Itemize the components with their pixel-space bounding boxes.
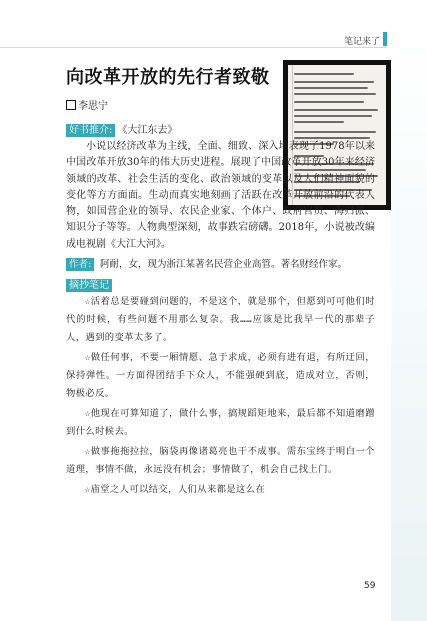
recommend-paragraph: 小说以经济改革为主线，全面、细致、深入地表现了1978年以来中国改革开放30年的伟大历史进程。展现了中国改革开放30年来经济领域的改革、社会生活的变化、政治领域的变革以及人们精神面貌的变化等方方面面。生动而真实地刻画了活跃在改革开放前沿的代表人物，如国营企业的领导、农民企业家、个体户、政府官员、海归派、知识分子等等。人物典型深刻，故事跌宕磅礴。2018年，小说被改编成电视剧《大江大河》。 <box>66 141 375 250</box>
page-edge-strip <box>391 34 427 621</box>
notes-heading-wrap <box>66 273 375 293</box>
header-rule <box>0 47 387 48</box>
handwriting-line <box>294 109 378 111</box>
author-intro <box>66 257 375 273</box>
article-title: 向改革开放的先行者致敬 <box>66 67 270 88</box>
note-item: ☆他现在可算知道了，做什么事，搞规蹈矩地来，最后都不知道磨蹭到什么时候去。 <box>66 408 375 438</box>
column-title: 笔记来了 <box>343 37 380 47</box>
handwriting-line <box>294 81 374 83</box>
note-item: ☆做事拖拖拉拉，脑袋再像诸葛亮也干不成事。需东宝终于明白一个道理，事情不做，永远没有机会；事情做了，机会自己找上门。 <box>66 446 375 476</box>
page-number: 59 <box>364 581 376 591</box>
book-title: 《大江东去》 <box>117 125 178 136</box>
handwriting-line <box>294 93 376 95</box>
recommend-label: 好书推介: <box>66 124 115 137</box>
handwriting-line <box>294 87 368 89</box>
note-item: ☆庙堂之人可以结交，人们从来都是这么在 <box>84 484 266 496</box>
handwriting-line <box>294 115 372 117</box>
note-item: ☆活着总是要碰到问题的，不是这个，就是那个，但愿到可可他们时代的时候，有些问题不用那么复杂。我……应该是比我早一代的那辈子人，遇到的变革太多了。 <box>66 296 375 344</box>
column-accent-bar <box>383 32 387 46</box>
author-intro-text: 阿耐，女，现为浙江某著名民营企业高管。著名财经作家。 <box>99 259 347 271</box>
author-name: 李思宁 <box>78 101 108 112</box>
handwriting-line <box>294 101 364 103</box>
handwriting-line <box>294 73 354 75</box>
byline <box>66 97 108 112</box>
byline-box-icon <box>66 100 76 110</box>
notes-label: 摘抄笔记 <box>66 279 112 292</box>
author-label: 作者: <box>66 258 94 271</box>
article-body <box>66 124 375 501</box>
note-item: ☆做任何事，不要一厢情愿、急于求成，必须有进有退，有所迂回，保持弹性。一方面得团结手下众人，不能强硬到底，造成对立，否则，物极必反。 <box>66 352 375 400</box>
recommend-heading <box>66 124 375 137</box>
handwriting-line <box>294 121 344 123</box>
